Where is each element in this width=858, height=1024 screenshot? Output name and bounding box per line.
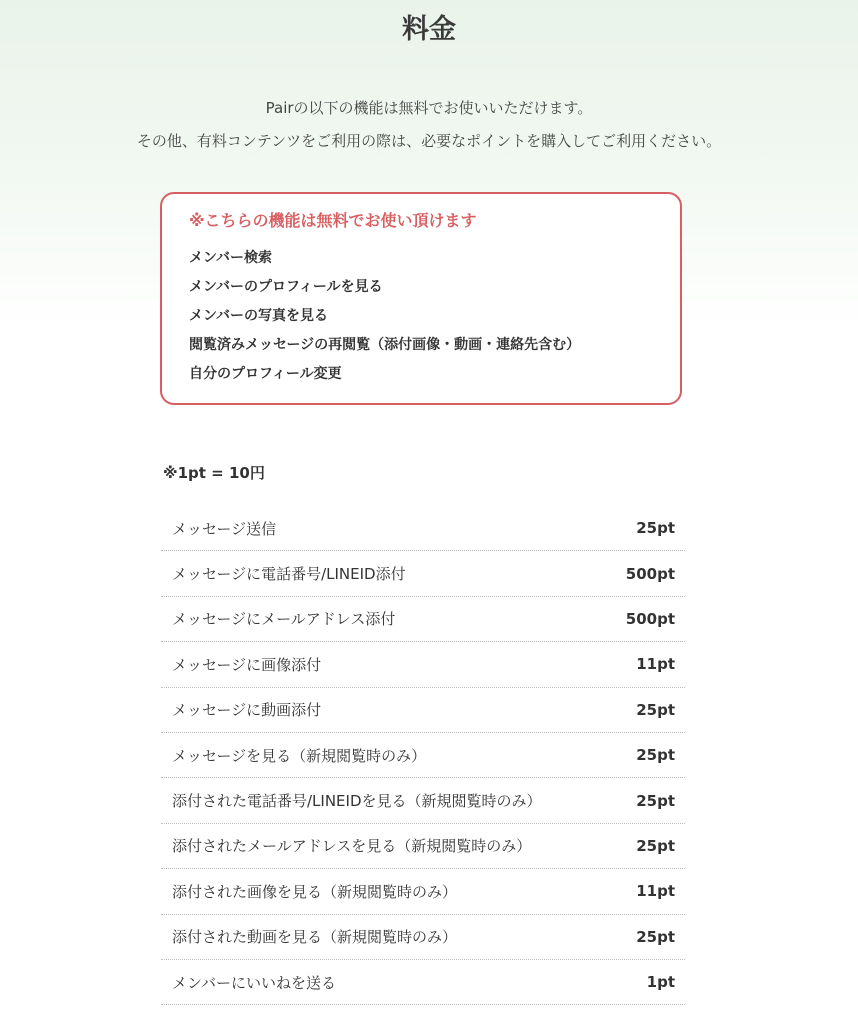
price-row-label: メッセージを見る（新規閲覧時のみ）: [172, 746, 427, 765]
price-row-value: 500pt: [625, 564, 675, 583]
price-row-label: メッセージに電話番号/LINEID添付: [172, 565, 406, 584]
free-feature-item: メンバーのプロフィールを見る: [189, 279, 383, 295]
free-feature-item: 閲覧済みメッセージの再閲覧（添付画像・動画・連絡先含む）: [189, 337, 581, 353]
price-row-value: 25pt: [636, 927, 675, 946]
price-row-label: 添付されたメールアドレスを見る（新規閲覧時のみ）: [172, 837, 532, 856]
free-features-box: [160, 192, 682, 405]
intro-line-2: その他、有料コンテンツをご利用の際は、必要なポイントを購入してご利用ください。: [136, 132, 722, 150]
point-rate-note: ※1pt = 10円: [163, 464, 265, 482]
free-feature-item: メンバーの写真を見る: [189, 308, 329, 324]
price-table: [161, 506, 685, 1005]
price-row-label: メッセージに動画添付: [172, 701, 322, 720]
price-row-value: 25pt: [636, 836, 675, 855]
free-feature-item: メンバー検索: [189, 250, 273, 266]
price-row-value: 25pt: [636, 700, 675, 719]
page-title: 料金: [402, 14, 456, 45]
price-row-label: メッセージに画像添付: [172, 655, 322, 674]
intro-text: [0, 92, 858, 158]
price-row: [161, 597, 685, 642]
price-row: [161, 960, 685, 1005]
price-row-value: 11pt: [636, 655, 675, 674]
price-row-value: 1pt: [646, 973, 675, 992]
price-row-value: 25pt: [636, 519, 675, 538]
price-row: [161, 733, 685, 778]
price-row: [161, 551, 685, 596]
price-row-label: メッセージにメールアドレス添付: [172, 610, 396, 629]
intro-line-1: Pairの以下の機能は無料でお使いいただけます。: [265, 99, 593, 117]
price-row-label: メンバーにいいねを送る: [172, 973, 336, 992]
price-row: [161, 915, 685, 960]
price-row-label: 添付された画像を見る（新規閲覧時のみ）: [172, 882, 458, 901]
price-row-value: 500pt: [625, 609, 675, 628]
price-row: [161, 869, 685, 914]
price-row: [161, 506, 685, 551]
free-features-list: [189, 244, 680, 389]
price-row-label: 添付された電話番号/LINEIDを見る（新規閲覧時のみ）: [172, 792, 542, 811]
free-feature-item: 自分のプロフィール変更: [189, 366, 342, 382]
price-row: [161, 642, 685, 687]
free-features-title: ※こちらの機能は無料でお使い頂けます: [189, 211, 477, 230]
price-row-value: 25pt: [636, 746, 675, 765]
price-row-label: 添付された動画を見る（新規閲覧時のみ）: [172, 928, 458, 947]
price-row-value: 11pt: [636, 882, 675, 901]
price-row: [161, 688, 685, 733]
price-row-value: 25pt: [636, 791, 675, 810]
price-row: [161, 824, 685, 869]
price-row: [161, 778, 685, 823]
price-row-label: メッセージ送信: [172, 519, 277, 538]
